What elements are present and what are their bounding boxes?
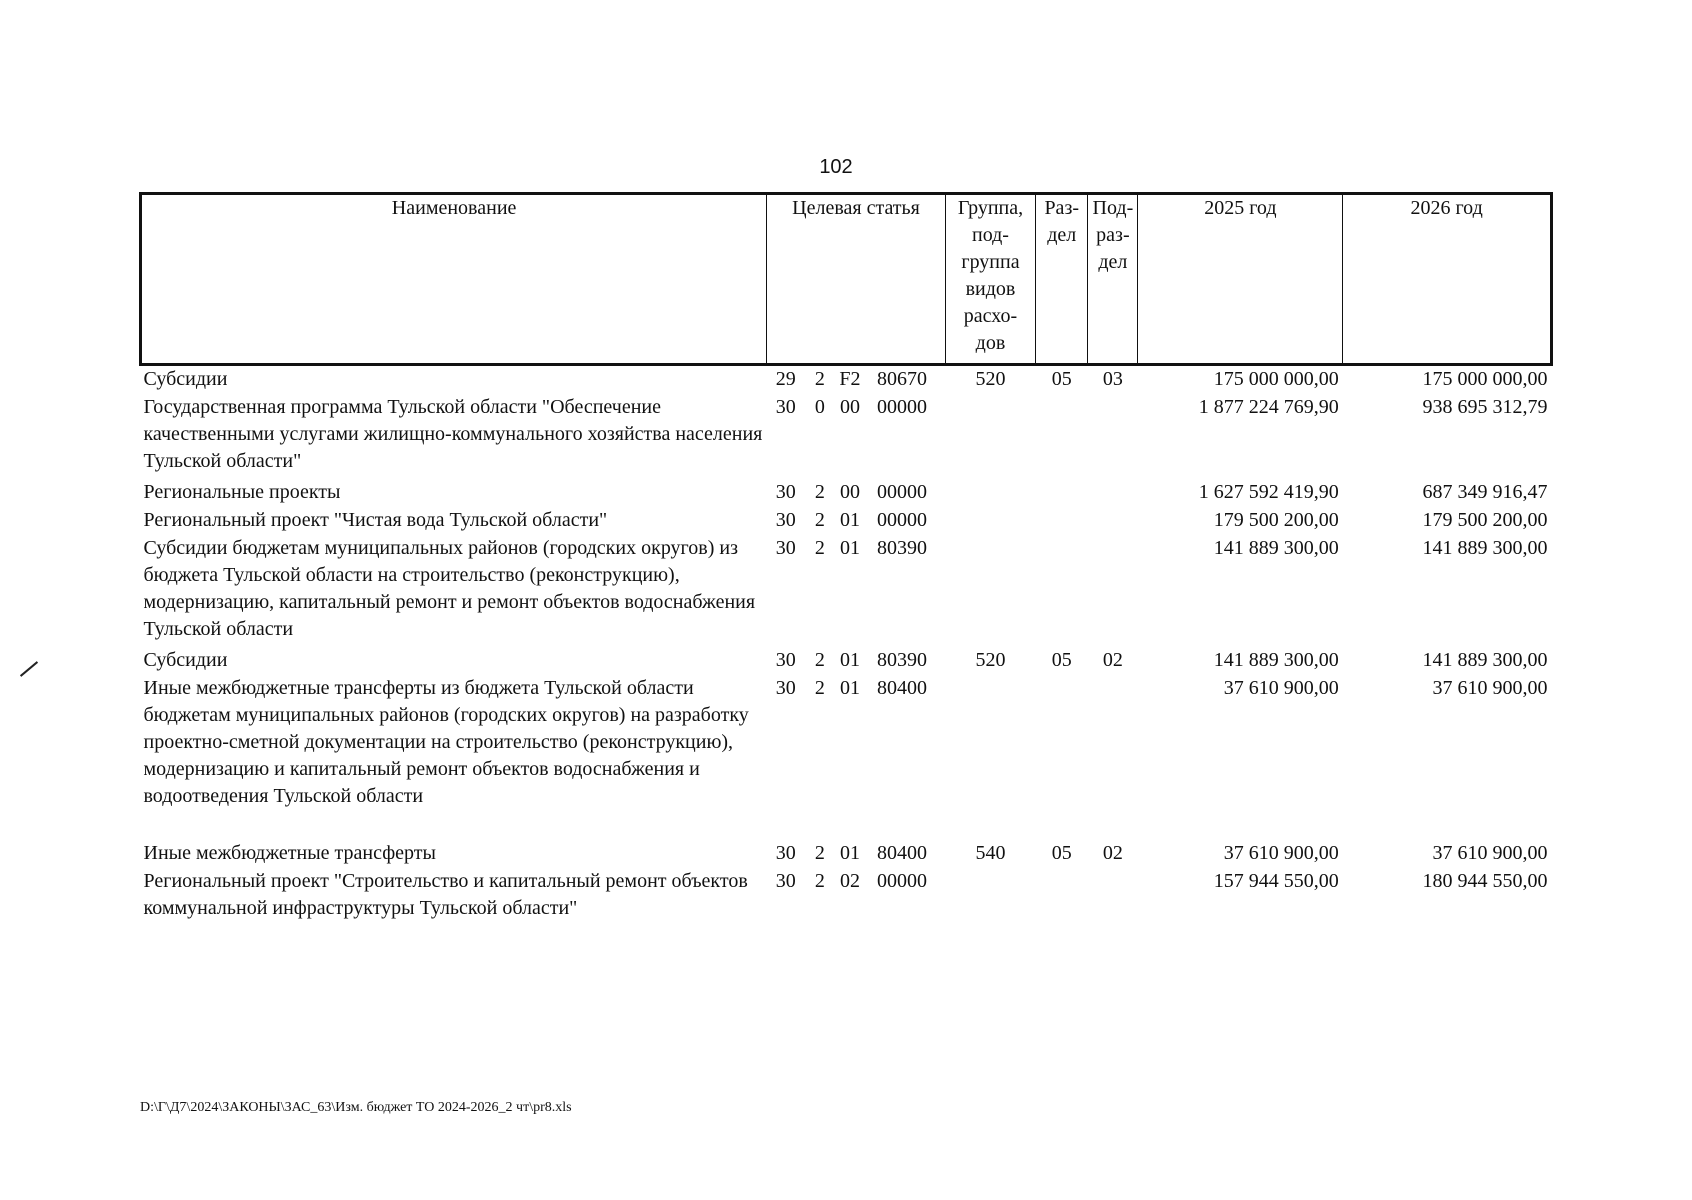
cell-subprogram-code: 2 bbox=[814, 537, 825, 559]
cell-section bbox=[1036, 535, 1088, 647]
header-expense-group-line: группа bbox=[961, 251, 1020, 273]
cell-program-code: 30 bbox=[775, 396, 796, 418]
header-expense-group bbox=[945, 194, 1035, 365]
table-row bbox=[141, 675, 1552, 840]
header-subsection-line: раз- bbox=[1096, 224, 1130, 246]
header-section-line: дел bbox=[1047, 224, 1077, 246]
cell-program-code: 30 bbox=[775, 537, 796, 559]
cell-name: Субсидии bbox=[143, 649, 228, 671]
cell-amount-2026: 179 500 200,00 bbox=[1422, 509, 1548, 531]
header-name: Наименование bbox=[141, 194, 767, 365]
cell-name: Государственная программа Тульской области "Обеспечение качественными услугами жилищно-коммунального хозяйства населения Тульской области" bbox=[143, 396, 763, 472]
cell-program-code: 30 bbox=[775, 870, 796, 892]
cell-direction-code: 80400 bbox=[877, 677, 928, 699]
header-section-line: Раз- bbox=[1044, 197, 1079, 219]
cell-direction-code: 00000 bbox=[877, 509, 928, 531]
cell-name: Иные межбюджетные трансферты bbox=[143, 842, 436, 864]
cell-subprogram-code: 2 bbox=[814, 649, 825, 671]
table-row bbox=[141, 507, 1552, 535]
cell-amount-2025: 179 500 200,00 bbox=[1213, 509, 1339, 531]
file-path: D:\Г\Д7\2024\ЗАКОНЫ\ЗАС_63\Изм. бюджет ТО 2024-2026_2 чт\pr8.xls bbox=[140, 1100, 572, 1115]
cell-event-code: 01 bbox=[839, 677, 860, 699]
cell-subprogram-code: 2 bbox=[814, 842, 825, 864]
cell-program-code: 30 bbox=[775, 481, 796, 503]
cell-subprogram-code: 0 bbox=[814, 396, 825, 418]
header-section bbox=[1036, 194, 1088, 365]
cell-amount-2025: 37 610 900,00 bbox=[1223, 842, 1339, 864]
cell-expense-group bbox=[945, 394, 1035, 479]
cell-expense-group: 520 bbox=[975, 649, 1006, 671]
cell-subsection: 02 bbox=[1102, 649, 1123, 671]
cell-program-code: 30 bbox=[775, 509, 796, 531]
cell-direction-code: 00000 bbox=[877, 396, 928, 418]
cell-amount-2025: 175 000 000,00 bbox=[1213, 368, 1339, 390]
cell-direction-code: 80400 bbox=[877, 842, 928, 864]
cell-expense-group bbox=[945, 535, 1035, 647]
cell-subsection bbox=[1088, 868, 1138, 923]
cell-amount-2026: 175 000 000,00 bbox=[1422, 368, 1548, 390]
table-row bbox=[141, 394, 1552, 479]
header-target-article: Целевая статья bbox=[767, 194, 946, 365]
cell-subsection: 03 bbox=[1102, 368, 1123, 390]
cell-event-code: 00 bbox=[839, 396, 860, 418]
table-row bbox=[141, 840, 1552, 868]
cell-expense-group bbox=[945, 868, 1035, 923]
cell-amount-2026: 687 349 916,47 bbox=[1422, 481, 1548, 503]
cell-event-code: 02 bbox=[839, 870, 860, 892]
cell-event-code: 01 bbox=[839, 649, 860, 671]
cell-expense-group: 540 bbox=[975, 842, 1006, 864]
cell-amount-2026: 180 944 550,00 bbox=[1422, 870, 1548, 892]
table-row bbox=[141, 479, 1552, 507]
cell-amount-2026: 938 695 312,79 bbox=[1422, 396, 1548, 418]
cell-event-code: 01 bbox=[839, 842, 860, 864]
cell-section: 05 bbox=[1051, 368, 1072, 390]
cell-name: Субсидии бюджетам муниципальных районов (городских округов) из бюджета Тульской области на строительство (реконструкцию), модернизацию, капитальный ремонт и ремонт объектов водоснабжения Тульской области bbox=[143, 537, 756, 640]
cell-event-code: 00 bbox=[839, 481, 860, 503]
cell-subprogram-code: 2 bbox=[814, 368, 825, 390]
cell-expense-group: 520 bbox=[975, 368, 1006, 390]
header-expense-group-line: под- bbox=[972, 224, 1009, 246]
header-expense-group-line: дов bbox=[975, 332, 1006, 354]
page-number: 102 bbox=[819, 156, 853, 178]
cell-name: Иные межбюджетные трансферты из бюджета Тульской области бюджетам муниципальных районов (городских округов) на разработку проектно-сметной документации на строительство (реконструкцию), модернизацию и капитальный ремонт объектов водоснабжения и водоотведения Тульской области bbox=[143, 677, 749, 807]
table-row bbox=[141, 868, 1552, 923]
cell-program-code: 30 bbox=[775, 842, 796, 864]
pen-mark bbox=[20, 661, 38, 677]
header-expense-group-line: расхо- bbox=[963, 305, 1018, 327]
cell-subprogram-code: 2 bbox=[814, 481, 825, 503]
cell-direction-code: 00000 bbox=[877, 481, 928, 503]
cell-subsection bbox=[1088, 675, 1138, 840]
table-header-row bbox=[141, 194, 1552, 365]
table-row bbox=[141, 647, 1552, 675]
header-year-2025: 2025 год bbox=[1138, 194, 1343, 365]
cell-expense-group bbox=[945, 507, 1035, 535]
cell-program-code: 30 bbox=[775, 649, 796, 671]
cell-amount-2025: 1 877 224 769,90 bbox=[1198, 396, 1339, 418]
header-subsection-line: дел bbox=[1098, 251, 1128, 273]
table-row bbox=[141, 365, 1552, 395]
cell-name: Субсидии bbox=[143, 368, 228, 390]
cell-subprogram-code: 2 bbox=[814, 870, 825, 892]
cell-section bbox=[1036, 507, 1088, 535]
cell-program-code: 30 bbox=[775, 677, 796, 699]
cell-name: Региональные проекты bbox=[143, 481, 341, 503]
cell-amount-2025: 157 944 550,00 bbox=[1213, 870, 1339, 892]
cell-subprogram-code: 2 bbox=[814, 677, 825, 699]
cell-direction-code: 80390 bbox=[877, 537, 928, 559]
table-row bbox=[141, 535, 1552, 647]
cell-subprogram-code: 2 bbox=[814, 509, 825, 531]
cell-subsection bbox=[1088, 535, 1138, 647]
cell-amount-2025: 141 889 300,00 bbox=[1213, 649, 1339, 671]
cell-section bbox=[1036, 675, 1088, 840]
cell-direction-code: 00000 bbox=[877, 870, 928, 892]
cell-amount-2025: 37 610 900,00 bbox=[1223, 677, 1339, 699]
cell-amount-2026: 141 889 300,00 bbox=[1422, 649, 1548, 671]
cell-expense-group bbox=[945, 675, 1035, 840]
cell-program-code: 29 bbox=[775, 368, 796, 390]
cell-subsection bbox=[1088, 507, 1138, 535]
cell-subsection bbox=[1088, 394, 1138, 479]
cell-subsection bbox=[1088, 479, 1138, 507]
cell-expense-group bbox=[945, 479, 1035, 507]
cell-event-code: 01 bbox=[839, 509, 860, 531]
cell-section bbox=[1036, 394, 1088, 479]
cell-section: 05 bbox=[1051, 842, 1072, 864]
cell-section bbox=[1036, 479, 1088, 507]
header-year-2026: 2026 год bbox=[1343, 194, 1552, 365]
cell-event-code: 01 bbox=[839, 537, 860, 559]
cell-name: Региональный проект "Строительство и капитальный ремонт объектов коммунальной инфраструктуры Тульской области" bbox=[143, 870, 748, 919]
cell-direction-code: 80670 bbox=[877, 368, 928, 390]
cell-subsection: 02 bbox=[1102, 842, 1123, 864]
budget-table bbox=[139, 192, 1553, 923]
cell-amount-2026: 141 889 300,00 bbox=[1422, 537, 1548, 559]
cell-section: 05 bbox=[1051, 649, 1072, 671]
cell-event-code: F2 bbox=[839, 368, 861, 390]
header-expense-group-line: Группа, bbox=[957, 197, 1024, 219]
cell-amount-2025: 1 627 592 419,90 bbox=[1198, 481, 1339, 503]
cell-amount-2025: 141 889 300,00 bbox=[1213, 537, 1339, 559]
cell-direction-code: 80390 bbox=[877, 649, 928, 671]
cell-name: Региональный проект "Чистая вода Тульской области" bbox=[143, 509, 608, 531]
header-subsection bbox=[1088, 194, 1138, 365]
header-expense-group-line: видов bbox=[965, 278, 1016, 300]
cell-amount-2026: 37 610 900,00 bbox=[1432, 677, 1548, 699]
header-subsection-line: Под- bbox=[1092, 197, 1134, 219]
cell-section bbox=[1036, 868, 1088, 923]
cell-amount-2026: 37 610 900,00 bbox=[1432, 842, 1548, 864]
